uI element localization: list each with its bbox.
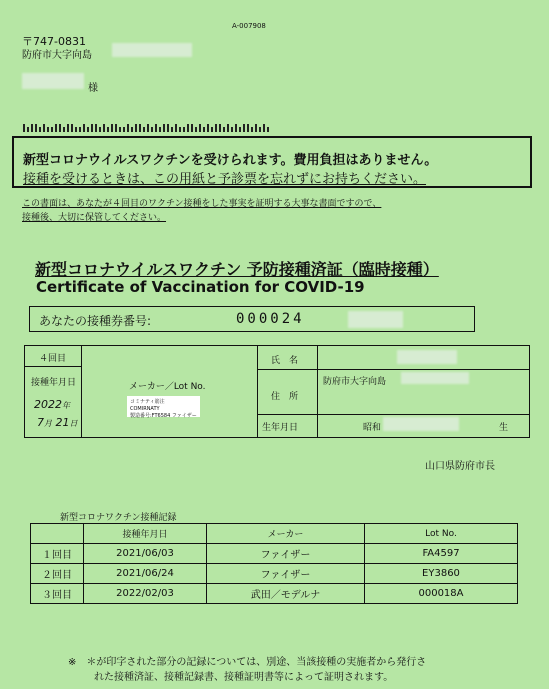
history-header-cell [31,524,84,544]
history-header-cell: Lot No. [365,524,518,544]
ticket-number: 000024 [236,311,305,327]
history-table [30,523,518,604]
notice-line-2: 接種を受けるときは、この用紙と予診票を忘れずにお持ちください。 [23,172,427,187]
history-header-cell: 接種年月日 [84,524,207,544]
table-cell: FA4597 [365,544,518,564]
ticket-label: あなたの接種券番号: [39,314,152,328]
table-cell: ２回目 [31,564,84,584]
footnote [68,655,426,685]
notice-small-1: この書面は、あなたが４回目のワクチン接種をした事実を証明する大事な書面ですので、 [22,199,382,209]
honorific: 様 [88,83,98,94]
postal-code: 〒747-0831 [22,35,86,48]
redacted-name [22,73,84,89]
table-cell: ３回目 [31,584,84,604]
table-row [31,584,518,604]
table-cell: 武田／モデルナ [207,584,365,604]
redacted-address-field [401,372,469,384]
recipient-address: 防府市大字向島 [22,50,92,61]
table-row [31,564,518,584]
notice-box [12,136,532,188]
redacted-name-field [397,350,457,364]
notice-small-2: 接種後、大切に保管してください。 [22,213,167,223]
maker-lot-label: メーカー／Lot No. [129,382,206,392]
table-cell: 2022/02/03 [84,584,207,604]
birth-era: 昭和 [363,423,382,433]
footnote-line-1: ＊が印字された部分の記録については、別途、当該接種の実施者から発行さ [86,657,427,668]
table-cell: EY3860 [365,564,518,584]
address-label: 住 所 [271,392,299,402]
document-serial: A-007908 [232,22,266,30]
table-cell: 000018A [365,584,518,604]
lot-sticker: コミナティ筋注 COMIRNATY 製造番号:FT6584 ファイザー [127,396,200,417]
birth-suffix: 生 [499,423,509,433]
history-title: 新型コロナワクチン接種記録 [60,513,177,523]
notice-line-1: 新型コロナウイルスワクチンを受けられます。費用負担はありません。 [23,153,438,168]
date-month-day: 7月 21日 [37,416,78,429]
redacted-birthdate [383,417,459,431]
history-header-row [31,524,518,544]
ticket-number-box [29,306,475,332]
name-label: 氏 名 [271,356,299,366]
footnote-line-2: れた接種済証、接種記録書、接種証明書等によって証明されます。 [94,672,394,683]
issuer: 山口県防府市長 [425,461,495,472]
address-value: 防府市大字向島 [323,377,387,387]
redacted-address [112,43,192,57]
redacted-ticket-digits [348,311,403,328]
postal-barcode [23,113,271,121]
table-cell: ファイザー [207,544,365,564]
vaccination-record-box [24,345,530,438]
date-year: 2022年 [34,398,70,411]
table-cell: 2021/06/03 [84,544,207,564]
certificate-title-jp: 新型コロナウイルスワクチン 予防接種済証（臨時接種） [35,260,439,279]
table-cell: ファイザー [207,564,365,584]
certificate-title-en: Certificate of Vaccination for COVID-19 [36,278,365,296]
table-cell: １回目 [31,544,84,564]
history-header-cell: メーカー [207,524,365,544]
table-cell: 2021/06/24 [84,564,207,584]
table-row [31,544,518,564]
birth-label: 生年月日 [262,423,299,433]
dose-label: ４回目 [39,354,67,364]
date-label: 接種年月日 [31,378,77,388]
footnote-mark: ※ [68,657,77,668]
